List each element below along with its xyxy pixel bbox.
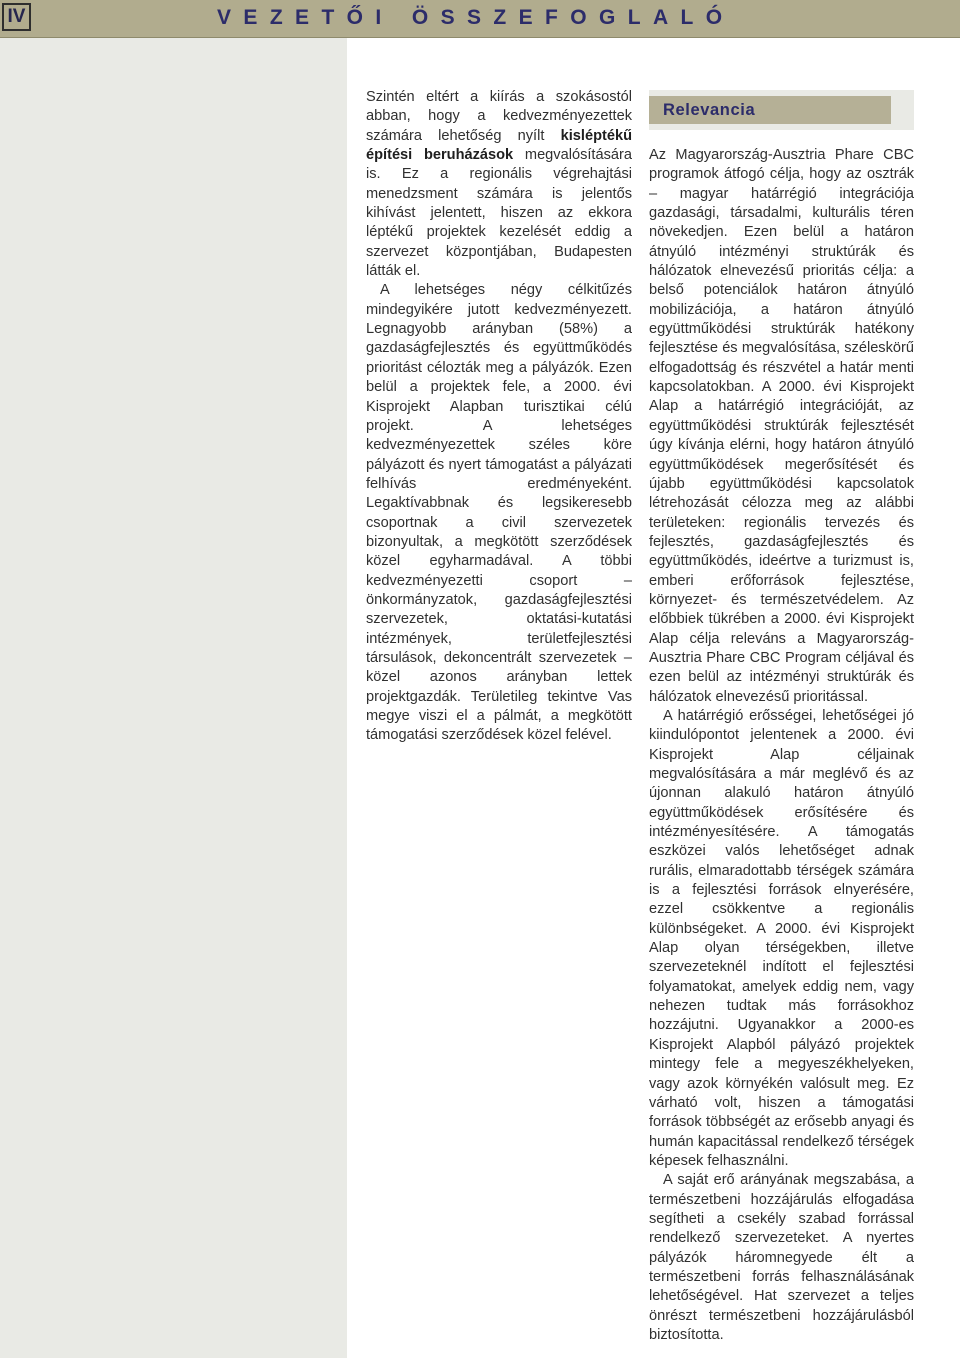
left-margin-panel — [0, 38, 347, 1358]
section-title: Relevancia — [663, 101, 756, 119]
paragraph-1: Szintén eltért a kiírás a szokásostól abban, hogy a kedvezményezettek számára lehetőség nyílt kisléptékű építési beruházások megvalósítására is. Ez a regionális végrehajtási menedzsment számára is jelentős kihívást jelentett, hiszen az ekkora léptékű projektek kezelését eddig a szervezet központjában, Budapesten látták el. — [366, 89, 632, 280]
section-heading — [649, 90, 914, 130]
left-text-column — [366, 88, 632, 746]
page-number-badge: IV — [2, 3, 31, 31]
right-text-column — [649, 146, 914, 1345]
paragraph-2: A lehetséges négy célkitűzés mindegyikére jutott kedvezményezett. Legnagyobb arányban (58%) a gazdaságfejlesztés és együttműködés prioritást célozták meg a pályázók. Ezen belül a projektek fele, a 2000. évi Kisprojekt Alapban turisztikai célú projekt. A lehetséges kedvezményezettek széles köre pályázott és nyert támogatást a pályázati felhívás eredményeként. Legaktívabbnak és legsikeresebb csoportnak a civil szervezetek bizonyultak, a megkötött szerződések közel egyharmadával. A többi kedvezményezetti csoport – önkormányzatok, gazdaságfejlesztési szervezetek, oktatási-kutatási intézmények, területfejlesztési társulások, dekoncentrált szervezetek – közel azonos arányban lettek projektgazdák. Területileg tekintve Vas megye viszi el a pálmát, a megkötött támogatási szerződések közel felével. — [366, 282, 632, 744]
bold-phrase: kisléptékű építési beruházások — [366, 127, 632, 164]
paragraph-relevance-3: A saját erő arányának megszabása, a természetbeni hozzájárulás elfogadása segítheti a csekély szabad forrással rendelkező szervezeteket. A nyertes pályázók háromnegyede élt a természetbeni forrás felhasználásának lehetőségével. Hat szervezet a teljes önrészt természetbeni hozzájárulásból biztosította. — [649, 1172, 914, 1343]
chapter-title: VEZETŐI ÖSSZEFOGLALÓ — [217, 6, 735, 29]
paragraph-relevance-1: Az Magyarország-Ausztria Phare CBC programok átfogó célja, hogy az osztrák – magyar határrégió integrációja gazdasági, társadalmi, kulturális téren növekedjen. Ezen belül a határon átnyúló intézményi struktúrák és hálózatok elnevezésű prioritás célja: a belső potenciálok határon átnyúló mobilizációja, a határon átnyúló együttműködési struktúrák hatékony fejlesztése és megvalósítása, széleskörű elfogadottság és részvétel a határ menti kapcsolatokban. A 2000. évi Kisprojekt Alap a határrégió integrációját, az együttműködési struktúrák fejlesztését úgy kívánja elérni, hogy határon átnyúló együttműködések megerősítését és újabb együttműködési kapcsolatok létrehozását célozza meg az alábbi területeken: regionális tervezés és fejlesztés, gazdaságfejlesztés és együttműködés, ideértve a turizmust is, emberi erőforrások fejlesztése, környezet- és természetvédelem. Az előbbiek tükrében a 2000. évi Kisprojekt Alap célja releváns a Magyarország-Ausztria Phare CBC Program céljával és ezen belül az intézményi struktúrák és hálózatok elnevezésű prioritással. — [649, 147, 914, 705]
page-header — [0, 0, 960, 38]
paragraph-relevance-2: A határrégió erősségei, lehetőségei jó kiindulópontot jelentenek a 2000. évi Kisprojekt Alap céljainak megvalósítására a már meglévő és az újonnan alakuló határon átnyúló együttműködések erősítésére és intézményesítésére. A támogatás eszközei valós lehetőséget adnak rurális, elmaradottabb térségek számára is a fejlesztési források elnyerésére, ezzel csökkentve a regionális különbségeket. A 2000. évi Kisprojekt Alap olyan térségekben, illetve szervezeteknél indított el fejlesztési folyamatokat, amelyek eddig nem, vagy nehezen tudtak más forrásokhoz hozzájutni. Ugyanakkor a 2000-es Kisprojekt Alapból pályázó projektek mintegy fele a megyeszékhelyeken, vagy azok környékén valósult meg. Ez várható volt, hiszen a támogatási források többségét az erősebb anyagi és humán kapacitással rendelkező térségek képesek felhasználni. — [649, 707, 914, 1169]
section-heading-bar — [649, 96, 891, 124]
